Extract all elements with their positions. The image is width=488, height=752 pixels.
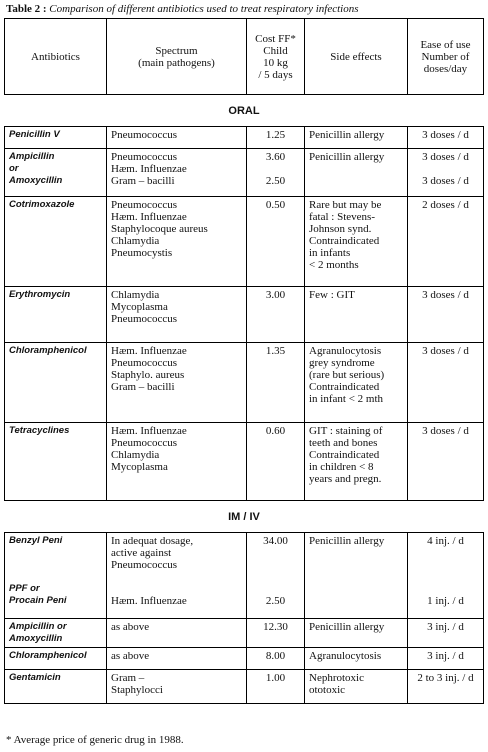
side-effects-cell (305, 343, 408, 423)
doses-line (412, 559, 479, 571)
table-row (5, 287, 484, 343)
header-side-effects: Side effects (305, 19, 408, 95)
side-effects-line: Agranulocytosis (309, 650, 382, 662)
antibiotic-name-line: Erythromycin (9, 289, 71, 300)
side-effects-cell (305, 149, 408, 197)
side-effects-line: Penicillin allergy (309, 129, 385, 141)
table-row (5, 149, 484, 197)
cost-line: 3.60 (265, 151, 286, 163)
antibiotic-name-cell (5, 423, 107, 501)
doses-line (412, 547, 479, 559)
spectrum-line: Chlamydia (111, 235, 160, 247)
cost-cell (247, 343, 305, 423)
antibiotic-name-line: Ampicillin or (9, 621, 67, 632)
doses-line: 3 doses / d (422, 289, 469, 301)
side-effects-line: ototoxic (309, 684, 346, 696)
spectrum-line: Staphylo. aureus (111, 369, 185, 381)
spectrum-cell (107, 343, 247, 423)
cost-line: 8.00 (265, 650, 286, 662)
cost-cell (247, 670, 305, 704)
doses-line: 3 doses / d (422, 345, 469, 357)
side-effects-line: in children < 8 (309, 461, 374, 473)
doses-cell (408, 343, 484, 423)
side-effects-cell (305, 127, 408, 149)
cost-cell (247, 533, 305, 619)
spectrum-line: Pneumococcus (111, 129, 177, 141)
doses-line (412, 163, 479, 175)
spectrum-line: Gram – (111, 672, 145, 684)
side-effects-line: < 2 months (309, 259, 359, 271)
side-effects-line: in infants (309, 247, 351, 259)
doses-line: 3 doses / d (422, 129, 469, 141)
header-row (5, 19, 484, 95)
side-effects-line: Few : GIT (309, 289, 355, 301)
antibiotic-name-line (9, 571, 102, 583)
antibiotic-name-line: Amoxycillin (9, 633, 63, 644)
doses-cell (408, 423, 484, 501)
cost-line (251, 559, 300, 571)
side-effects-line: Contraindicated (309, 449, 380, 461)
side-effects-line: Penicillin allergy (309, 621, 385, 633)
antibiotic-name-line (9, 559, 102, 571)
spectrum-line: as above (111, 650, 150, 662)
spectrum-line: Hæm. Influenzae (111, 595, 187, 607)
cost-line: 1.25 (265, 129, 286, 141)
side-effects-line: teeth and bones (309, 437, 378, 449)
cost-line: 1.35 (265, 345, 286, 357)
antibiotic-name-line: Cotrimoxazole (9, 199, 75, 210)
spectrum-line: Hæm. Influenzae (111, 163, 187, 175)
antibiotic-name-line: Tetracyclines (9, 425, 70, 436)
spectrum-cell (107, 127, 247, 149)
doses-cell (408, 670, 484, 704)
cost-line: 2.50 (265, 175, 286, 187)
side-effects-line: Contraindicated (309, 381, 380, 393)
cost-cell (247, 197, 305, 287)
cost-cell (247, 619, 305, 648)
cost-line (251, 583, 300, 595)
table-row (5, 197, 484, 287)
spectrum-cell (107, 533, 247, 619)
side-effects-line: Agranulocytosis (309, 345, 382, 357)
spectrum-cell (107, 197, 247, 287)
spectrum-line: Staphylocci (111, 684, 163, 696)
spectrum-line: Hæm. Influenzae (111, 211, 187, 223)
spectrum-line: Mycoplasma (111, 461, 168, 473)
cost-line: 0.50 (265, 199, 286, 211)
caption-label: Table 2 : (6, 3, 47, 15)
doses-line: 4 inj. / d (427, 535, 464, 547)
antibiotics-table (4, 18, 484, 704)
side-effects-line: in infant < 2 mth (309, 393, 384, 405)
spectrum-line: Pneumococcus (111, 313, 177, 325)
spectrum-line: active against (111, 547, 172, 559)
antibiotic-name-line: Chloramphenicol (9, 650, 87, 661)
antibiotic-name-line: Ampicillin (9, 151, 55, 162)
spectrum-line: Pneumococcus (111, 199, 177, 211)
side-effects-line: Nephrotoxic (309, 672, 364, 684)
doses-cell (408, 533, 484, 619)
spectrum-line: Pneumocystis (111, 247, 173, 259)
spectrum-line: Pneumococcus (111, 151, 177, 163)
spectrum-line: as above (111, 621, 150, 633)
table-row (5, 127, 484, 149)
doses-line: 3 inj. / d (427, 621, 464, 633)
section-im-iv (5, 501, 484, 533)
side-effects-line: (rare but serious) (309, 369, 385, 381)
doses-line (412, 571, 479, 583)
spectrum-cell (107, 423, 247, 501)
table-row (5, 423, 484, 501)
cost-line: 34.00 (263, 535, 288, 547)
spectrum-cell (107, 648, 247, 670)
cost-cell (247, 648, 305, 670)
antibiotic-name-line: Amoxycillin (9, 175, 63, 186)
doses-cell (408, 619, 484, 648)
spectrum-cell (107, 287, 247, 343)
antibiotic-name-line: Procain Peni (9, 595, 67, 606)
spectrum-line: Pneumococcus (111, 437, 177, 449)
section-oral (5, 95, 484, 127)
antibiotic-name-cell (5, 619, 107, 648)
spectrum-line: Chlamydia (111, 449, 160, 461)
cost-cell (247, 149, 305, 197)
header-cost: Cost FF* Child 10 kg / 5 days (247, 19, 305, 95)
side-effects-line: years and pregn. (309, 473, 382, 485)
spectrum-line (111, 583, 242, 595)
cost-line (251, 163, 300, 175)
doses-line: 2 to 3 inj. / d (417, 672, 474, 684)
spectrum-line: Hæm. Influenzae (111, 425, 187, 437)
doses-line: 3 doses / d (422, 425, 469, 437)
antibiotic-name-cell (5, 287, 107, 343)
doses-cell (408, 648, 484, 670)
doses-cell (408, 287, 484, 343)
side-effects-cell (305, 287, 408, 343)
side-effects-cell (305, 648, 408, 670)
table-row (5, 648, 484, 670)
cost-line: 2.50 (265, 595, 286, 607)
doses-line: 3 doses / d (422, 175, 469, 187)
spectrum-line: Gram – bacilli (111, 381, 175, 393)
doses-line (412, 583, 479, 595)
header-ease-of-use: Ease of use Number of doses/day (408, 19, 484, 95)
antibiotic-name-cell (5, 343, 107, 423)
spectrum-line (111, 571, 242, 583)
side-effects-cell (305, 670, 408, 704)
antibiotic-name-line: Gentamicin (9, 672, 61, 683)
cost-line: 0.60 (265, 425, 286, 437)
footnote: * Average price of generic drug in 1988. (6, 734, 184, 746)
doses-line: 2 doses / d (422, 199, 469, 211)
spectrum-cell (107, 670, 247, 704)
spectrum-cell (107, 619, 247, 648)
spectrum-line: Staphylocoque aureus (111, 223, 208, 235)
doses-cell (408, 149, 484, 197)
antibiotic-name-cell (5, 197, 107, 287)
cost-line: 1.00 (265, 672, 286, 684)
spectrum-line: Hæm. Influenzae (111, 345, 187, 357)
doses-cell (408, 127, 484, 149)
cost-line (251, 571, 300, 583)
antibiotic-name-cell (5, 127, 107, 149)
antibiotic-name-line: Benzyl Peni (9, 535, 63, 546)
spectrum-line: Gram – bacilli (111, 175, 175, 187)
spectrum-line: Pneumococcus (111, 559, 177, 571)
side-effects-cell (305, 533, 408, 619)
table-row (5, 619, 484, 648)
table-row (5, 343, 484, 423)
cost-line: 3.00 (265, 289, 286, 301)
doses-cell (408, 197, 484, 287)
antibiotic-name-line: Chloramphenicol (9, 345, 87, 356)
doses-line: 3 doses / d (422, 151, 469, 163)
cost-cell (247, 423, 305, 501)
cost-line: 12.30 (263, 621, 288, 633)
section-oral-label: ORAL (5, 95, 484, 127)
table-row (5, 533, 484, 619)
antibiotic-name-cell (5, 648, 107, 670)
header-spectrum: Spectrum (main pathogens) (107, 19, 247, 95)
spectrum-line: Pneumococcus (111, 357, 177, 369)
table-row (5, 670, 484, 704)
antibiotic-name-line: Penicillin V (9, 129, 60, 140)
cost-cell (247, 127, 305, 149)
side-effects-line: grey syndrome (309, 357, 375, 369)
side-effects-cell (305, 197, 408, 287)
antibiotic-name-cell (5, 670, 107, 704)
header-antibiotics: Antibiotics (5, 19, 107, 95)
cost-cell (247, 287, 305, 343)
cost-line (251, 547, 300, 559)
side-effects-line: GIT : staining of (309, 425, 383, 437)
antibiotic-name-line: or (9, 163, 19, 174)
spectrum-line: In adequat dosage, (111, 535, 194, 547)
antibiotic-name-cell (5, 533, 107, 619)
side-effects-cell (305, 619, 408, 648)
table-caption (6, 2, 486, 16)
side-effects-cell (305, 423, 408, 501)
doses-line: 1 inj. / d (427, 595, 464, 607)
side-effects-line: Penicillin allergy (309, 151, 385, 163)
spectrum-line: Mycoplasma (111, 301, 168, 313)
side-effects-line: Contraindicated (309, 235, 380, 247)
doses-line: 3 inj. / d (427, 650, 464, 662)
antibiotic-name-line: PPF or (9, 583, 40, 594)
spectrum-line: Chlamydia (111, 289, 160, 301)
section-im-iv-label: IM / IV (5, 501, 484, 533)
side-effects-line: Johnson synd. (309, 223, 372, 235)
side-effects-line: fatal : Stevens- (309, 211, 375, 223)
side-effects-line: Rare but may be (309, 199, 382, 211)
caption-text: Comparison of different antibiotics used to treat respiratory infections (49, 3, 359, 15)
antibiotic-name-line (9, 547, 102, 559)
antibiotic-name-cell (5, 149, 107, 197)
side-effects-line: Penicillin allergy (309, 535, 385, 547)
spectrum-cell (107, 149, 247, 197)
